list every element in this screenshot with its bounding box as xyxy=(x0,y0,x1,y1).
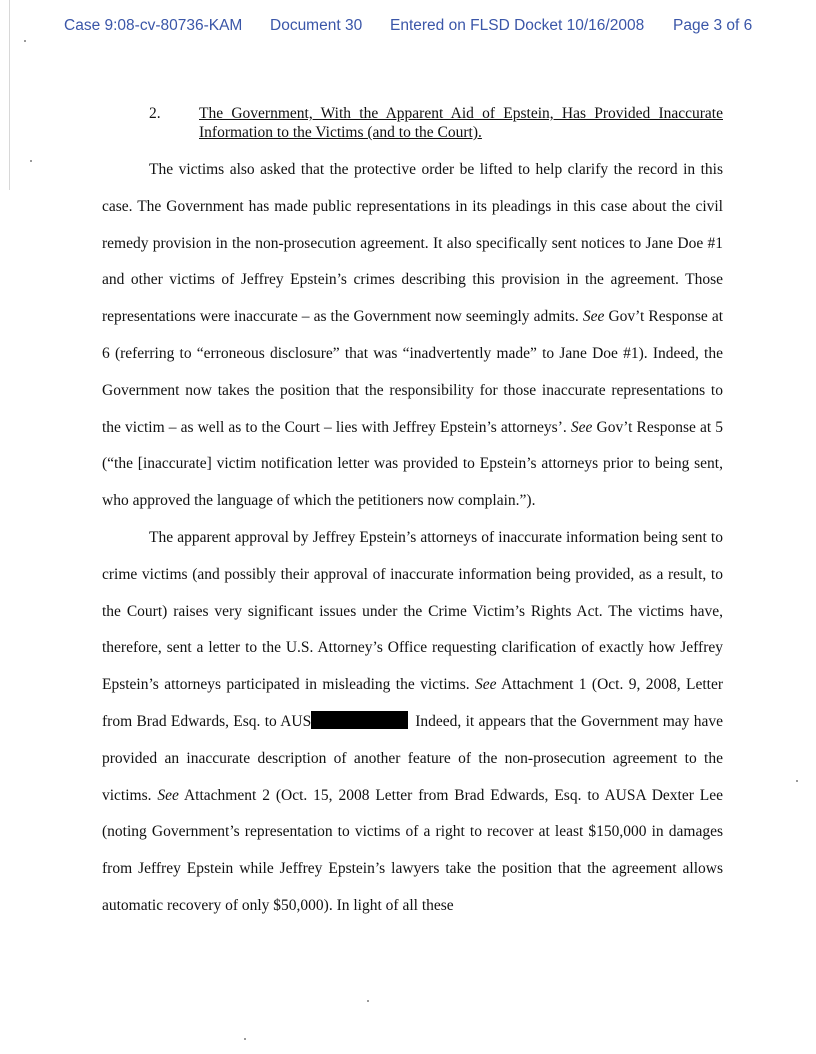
section-number: 2. xyxy=(149,105,161,122)
paragraph-protective-order xyxy=(102,152,723,520)
paragraph-text: The victims also asked that the protective order be lifted to help clarify the record in this case. The Government has made public representations in its pleadings in this case about the civil remedy provision in the non-prosecution agreement. It also specifically sent notices to Jane Doe #1 and other victims of Jeffrey Epstein’s crimes describing this provision in the agreement. Those representations were inaccurate – as the Government now seemingly admits. xyxy=(102,161,723,326)
paragraph-text: Gov’t Response at 5 (“the [inaccurate] victim notification letter was provided to Epstein’s attorneys prior to being sent, who approved the language of which the petitioners now complain.”). xyxy=(102,418,724,510)
case-number: Case 9:08-cv-80736-KAM xyxy=(64,17,243,34)
paragraph-attorney-approval xyxy=(102,520,723,925)
citation-signal: See xyxy=(475,676,497,694)
paragraph-text: Gov’t Response at 6 (referring to “erroneous disclosure” that was “inadvertently made” to Jane Doe #1). Indeed, the Government now takes the position that the responsibility for those inaccurate representations to the victim – as well as to the Court – lies with Jeffrey Epstein’s attorneys’. xyxy=(102,308,724,436)
citation-signal: See xyxy=(582,308,605,326)
paragraph-text: The apparent approval by Jeffrey Epstein’s attorneys of inaccurate information being sent to crime victims (and possibly their approval of inaccurate information being provided, as a result, to the Court) raises very significant issues under the Crime Victim’s Rights Act. The victims have, therefore, sent a letter to the U.S. Attorney’s Office requesting clarification of exactly how Jeffrey Epstein’s attorneys participated in misleading the victims. xyxy=(102,528,723,694)
scan-speck xyxy=(367,1000,369,1002)
paragraph-text: Attachment 2 (Oct. 15, 2008 Letter from Brad Edwards, Esq. to AUSA Dexter Lee (noting Government’s representation to victims of a right to recover at least $150,000 in damages from Jeffrey Epstein while Jeffrey Epstein’s lawyers take the position that the agreement allows automatic recovery of only $50,000). In light of all these xyxy=(102,786,723,914)
section-heading xyxy=(102,104,723,142)
citation-signal: See xyxy=(157,786,179,804)
citation-signal: See xyxy=(570,418,593,436)
document-body xyxy=(102,104,723,925)
docket-header xyxy=(0,17,816,37)
scan-edge-line xyxy=(9,0,10,190)
document-number: Document 30 xyxy=(270,17,363,34)
scan-speck xyxy=(244,1038,246,1040)
scan-speck xyxy=(24,40,26,42)
redaction-block xyxy=(311,711,408,729)
page-number: Page 3 of 6 xyxy=(673,17,753,34)
section-title: The Government, With the Apparent Aid of Epstein, Has Provided Inaccurate Information to the Victims (and to the Court). xyxy=(199,105,723,141)
docket-entry: Entered on FLSD Docket 10/16/2008 xyxy=(390,17,645,34)
scan-speck xyxy=(30,160,32,162)
scan-speck xyxy=(796,780,798,782)
paragraph-text: Attachment 1 (Oct. 9, 2008, Letter from Brad Edwards, Esq. to AUS xyxy=(102,676,723,730)
paragraph-text: Indeed, it appears that the Government may have provided an inaccurate description of another feature of the non-prosecution agreement to the victims. xyxy=(102,712,724,804)
